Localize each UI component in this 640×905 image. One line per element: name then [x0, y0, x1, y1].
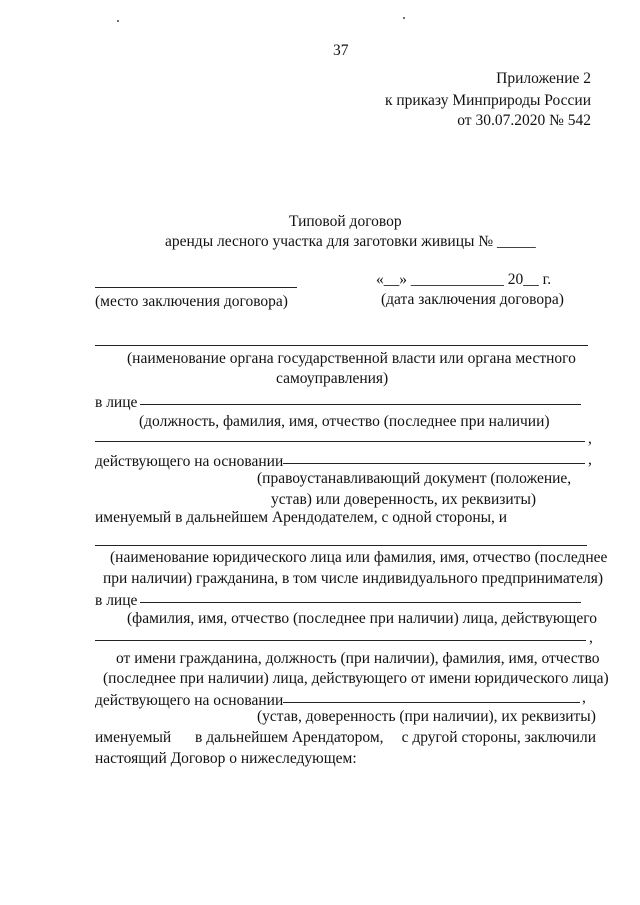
- lessor-org-blank-line: [95, 345, 588, 346]
- place-caption: (место заключения договора): [95, 293, 288, 310]
- lessee-in-person-label: в лице: [95, 592, 138, 609]
- document-subtitle: аренды лесного участка для заготовки живицы № _____: [165, 233, 536, 250]
- contract-date-line: «__» ____________ 20__ г.: [376, 271, 552, 288]
- lessor-basis-label: действующего на основании: [95, 453, 284, 470]
- lessee-basis-blank-line: [283, 702, 580, 703]
- lessee-name-caption: (наименование юридического лица или фамилия, имя, отчество (последнее: [110, 549, 608, 566]
- lessor-person-blank-line-2: [95, 441, 585, 442]
- lessor-basis-caption-cont: устав) или доверенность, их реквизиты): [271, 491, 537, 508]
- scan-speck: [403, 17, 405, 19]
- lessee-named-word: именуемый: [95, 729, 172, 746]
- lessor-person-caption: (должность, фамилия, имя, отчество (последнее при наличии): [139, 413, 550, 430]
- lessor-in-person-label: в лице: [95, 394, 138, 411]
- comma: ,: [588, 430, 592, 447]
- lessee-person-blank-line: [140, 602, 581, 603]
- lessor-person-blank-line: [140, 404, 581, 405]
- lessor-basis-caption: (правоустанавливающий документ (положение,: [257, 470, 572, 487]
- lessee-name-blank-line: [95, 545, 587, 546]
- lessor-named-text: именуемый в дальнейшем Арендодателем, с одной стороны, и: [95, 509, 508, 526]
- lessee-behalf-caption-cont: (последнее при наличии) лица, действующего от имени юридического лица): [103, 670, 609, 687]
- lessor-basis-blank-line: [283, 463, 585, 464]
- order-date-number: от 30.07.2020 № 542: [457, 112, 591, 129]
- conclusion-text: настоящий Договор о нижеследующем:: [95, 750, 357, 767]
- lessee-behalf-caption: от имени гражданина, должность (при наличии), фамилия, имя, отчество: [116, 650, 600, 667]
- comma: ,: [582, 689, 586, 706]
- place-blank-line: [95, 287, 297, 288]
- lessee-named-text: в дальнейшем Арендатором,: [195, 729, 384, 746]
- page-number: 37: [333, 42, 349, 59]
- order-reference: к приказу Минприроды России: [384, 92, 591, 109]
- lessee-name-caption-cont: при наличии) гражданина, в том числе индивидуального предпринимателя): [103, 570, 603, 587]
- lessee-concluded-text: с другой стороны, заключили: [401, 729, 596, 746]
- lessee-basis-label: действующего на основании: [95, 692, 284, 709]
- date-caption: (дата заключения договора): [381, 291, 564, 308]
- lessee-person-caption: (фамилия, имя, отчество (последнее при наличии) лица, действующего: [127, 610, 597, 627]
- comma: ,: [588, 451, 592, 468]
- document-title: Типовой договор: [289, 213, 402, 230]
- lessee-basis-caption: (устав, доверенность (при наличии), их реквизиты): [257, 708, 596, 725]
- appendix-label: Приложение 2: [496, 70, 591, 87]
- lessor-org-caption: (наименование органа государственной власти или органа местного: [127, 350, 576, 367]
- scan-speck: [117, 20, 119, 22]
- comma: ,: [589, 629, 593, 646]
- lessor-org-caption-cont: самоуправления): [276, 370, 389, 387]
- lessee-person-blank-line-2: [95, 640, 586, 641]
